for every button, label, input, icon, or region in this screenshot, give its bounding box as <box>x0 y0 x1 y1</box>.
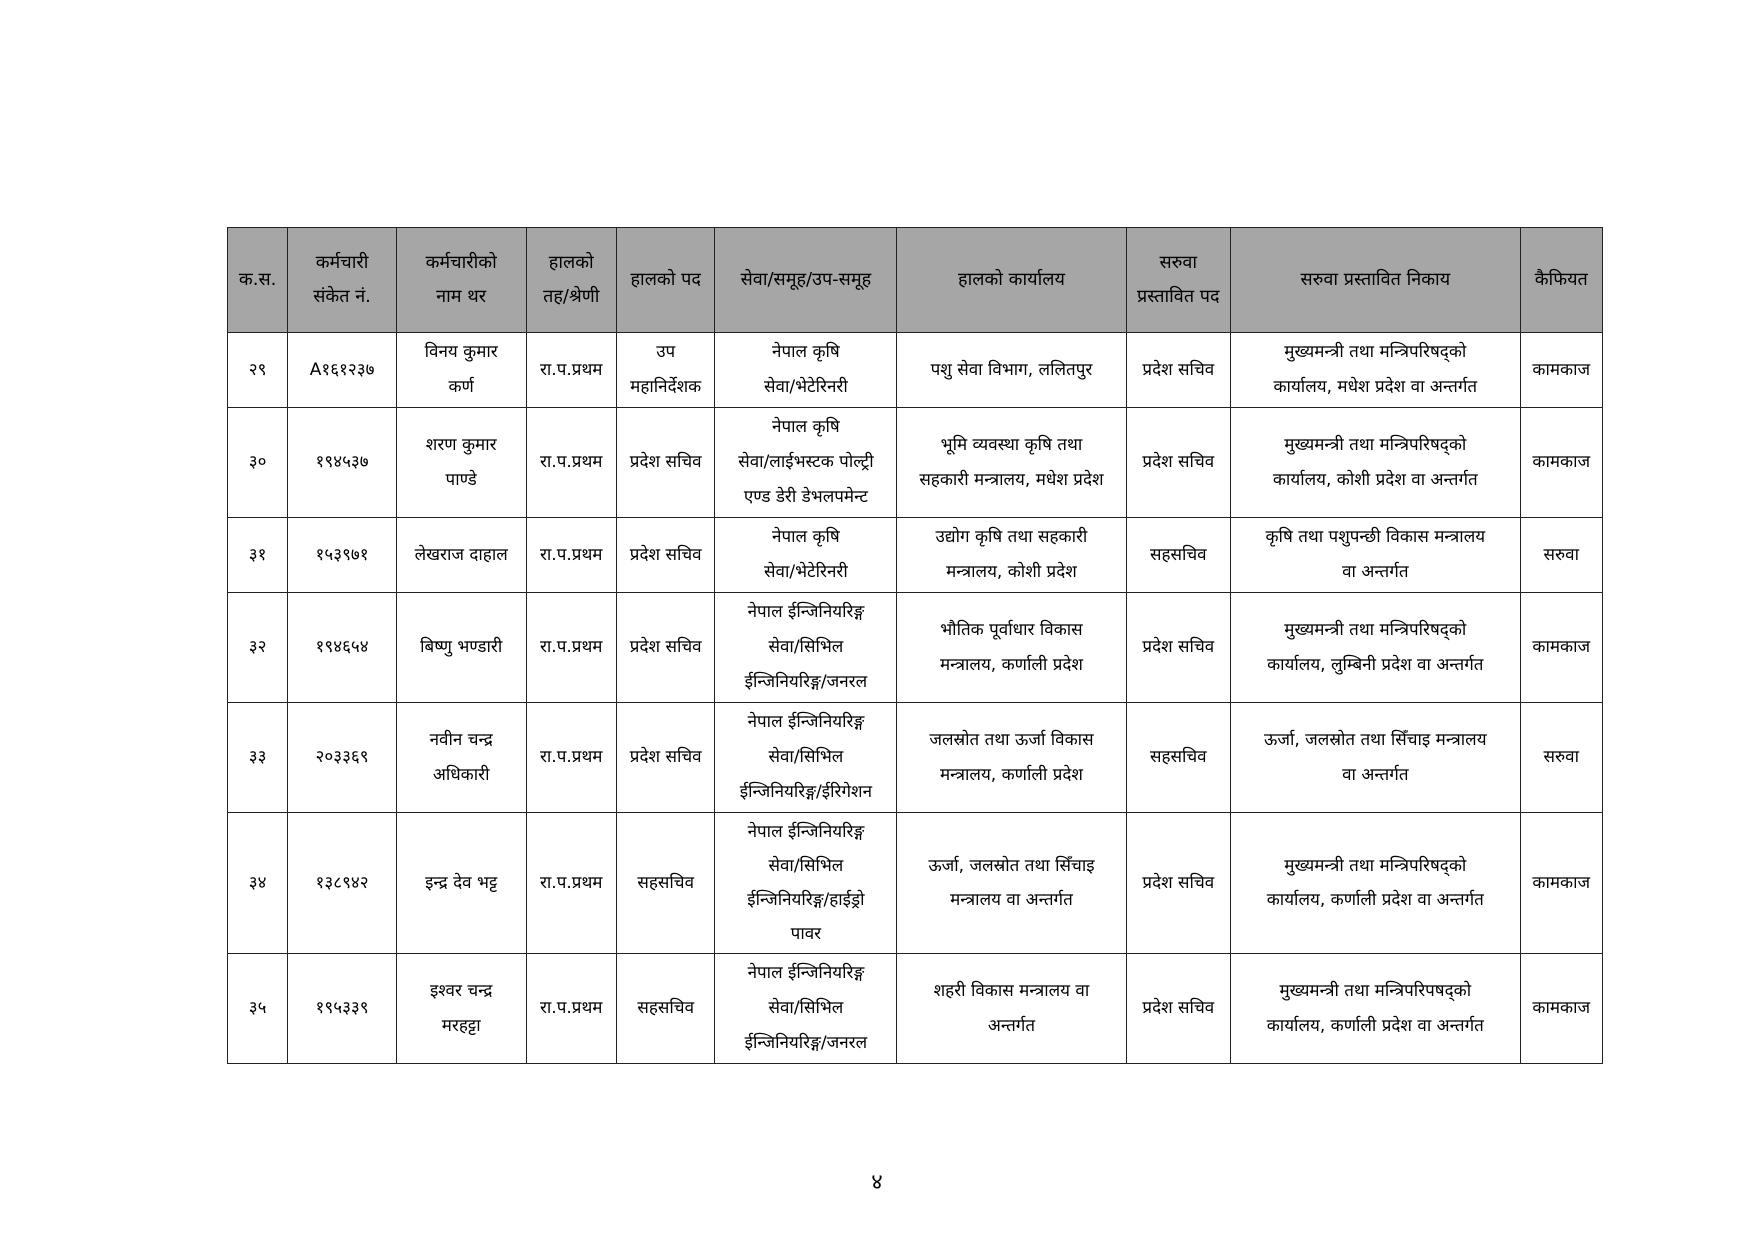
cell-line: नेपाल ईन्जिनियरिङ्ग <box>747 602 865 622</box>
cell-line: प्रदेश सचिव <box>629 452 702 472</box>
employee-name-cell <box>396 593 526 703</box>
header-text: हालको <box>548 252 594 273</box>
level-cell: रा.प.प्रथम <box>526 593 616 703</box>
cell-line: मरहट्टा <box>441 1015 481 1036</box>
remarks-cell: कामकाज <box>1520 408 1602 518</box>
cell-line: पावर <box>790 924 822 944</box>
employee-code-cell: १९४५३७ <box>288 408 397 518</box>
cell-line: मुख्यमन्त्री तथा मन्त्रिपरिषद्को <box>1284 619 1467 640</box>
cell-line: वा अन्तर्गत <box>1342 562 1409 582</box>
transfer-table <box>227 227 1603 1064</box>
header-remarks <box>1520 228 1602 333</box>
employee-name-cell <box>396 813 526 954</box>
employee-code-cell: १९४६५४ <box>288 593 397 703</box>
cell-line: कार्यालय, कर्णाली प्रदेश वा अन्तर्गत <box>1266 1015 1484 1036</box>
service-group-cell <box>715 333 897 408</box>
employee-code-cell: A१६१२३७ <box>288 333 397 408</box>
serial-cell: ३४ <box>228 813 288 954</box>
header-text: हालको कार्यालय <box>958 269 1065 290</box>
serial-cell: ३३ <box>228 703 288 813</box>
table-body <box>228 333 1603 1064</box>
employee-code-cell: १३८९४२ <box>288 813 397 954</box>
table-row <box>228 518 1603 593</box>
current-office-cell <box>897 593 1126 703</box>
header-text: सरुवा प्रस्तावित निकाय <box>1300 269 1451 290</box>
cell-line: ऊर्जा, जलस्रोत तथा सिँचाइ <box>928 856 1095 876</box>
cell-line: सेवा/भेटेरिनरी <box>764 562 848 582</box>
serial-cell: ३१ <box>228 518 288 593</box>
cell-line: कार्यालय, कर्णाली प्रदेश वा अन्तर्गत <box>1266 890 1484 910</box>
cell-line: ईन्जिनियरिङ्ग/ईरिगेशन <box>739 782 873 802</box>
header-current-post <box>616 228 715 333</box>
employee-name-cell <box>396 518 526 593</box>
cell-line: प्रदेश सचिव <box>629 637 702 657</box>
cell-line: कर्ण <box>448 377 474 397</box>
current-post-cell <box>616 518 715 593</box>
cell-line: सेवा/सिभिल <box>768 637 844 657</box>
header-text: सरुवा <box>1159 252 1198 273</box>
cell-line: पशु सेवा विभाग, ललितपुर <box>930 359 1093 380</box>
header-employee-code <box>288 228 397 333</box>
cell-line: सेवा/भेटेरिनरी <box>764 377 848 397</box>
cell-line: मन्त्रालय, कर्णाली प्रदेश <box>939 654 1083 675</box>
header-text: प्रस्तावित पद <box>1136 286 1220 307</box>
cell-line: उप <box>656 342 676 362</box>
cell-line: भौतिक पूर्वाधार विकास <box>940 619 1083 640</box>
table-row <box>228 813 1603 954</box>
header-text: तह/श्रेणी <box>543 286 600 307</box>
proposed-post-cell: प्रदेश सचिव <box>1126 593 1231 703</box>
proposed-body-cell <box>1231 813 1520 954</box>
header-text: नाम थर <box>436 286 487 307</box>
cell-line: सेवा/सिभिल <box>768 747 844 767</box>
level-cell: रा.प.प्रथम <box>526 518 616 593</box>
cell-line: ऊर्जा, जलस्रोत तथा सिँचाइ मन्त्रालय <box>1264 729 1487 750</box>
cell-line: नेपाल कृषि <box>772 527 840 547</box>
cell-line: सहसचिव <box>637 873 695 893</box>
service-group-cell <box>715 954 897 1064</box>
remarks-cell: सरुवा <box>1520 518 1602 593</box>
header-level <box>526 228 616 333</box>
serial-cell: ३५ <box>228 954 288 1064</box>
current-post-cell <box>616 333 715 408</box>
current-office-cell <box>897 813 1126 954</box>
cell-line: नेपाल ईन्जिनियरिङ्ग <box>747 963 865 983</box>
current-office-cell <box>897 333 1126 408</box>
employee-name-cell <box>396 954 526 1064</box>
employee-code-cell: २०३३६९ <box>288 703 397 813</box>
cell-line: महानिर्देशक <box>630 377 702 397</box>
header-proposed-post <box>1126 228 1231 333</box>
cell-line: नवीन चन्द्र <box>429 729 493 750</box>
cell-line: वा अन्तर्गत <box>1342 764 1409 785</box>
level-cell: रा.प.प्रथम <box>526 703 616 813</box>
cell-line: ईन्जिनियरिङ्ग/जनरल <box>744 1033 868 1053</box>
table-row <box>228 593 1603 703</box>
proposed-post-cell: सहसचिव <box>1126 703 1231 813</box>
level-cell: रा.प.प्रथम <box>526 813 616 954</box>
header-proposed-body <box>1231 228 1520 333</box>
employee-name-cell <box>396 703 526 813</box>
cell-line: शहरी विकास मन्त्रालय वा <box>933 980 1090 1001</box>
current-office-cell <box>897 408 1126 518</box>
current-post-cell <box>616 813 715 954</box>
cell-line: मुख्यमन्त्री तथा मन्त्रिपरिषद्को <box>1284 434 1467 455</box>
cell-line: इन्द्र देव भट्ट <box>425 873 498 893</box>
cell-line: शरण कुमार <box>425 434 497 455</box>
current-post-cell <box>616 703 715 813</box>
table-row <box>228 408 1603 518</box>
cell-line: उद्योग कृषि तथा सहकारी <box>935 527 1088 547</box>
cell-line: प्रदेश सचिव <box>629 544 702 565</box>
employee-name-cell <box>396 333 526 408</box>
level-cell: रा.प.प्रथम <box>526 408 616 518</box>
remarks-cell: कामकाज <box>1520 813 1602 954</box>
table-row <box>228 333 1603 408</box>
cell-line: कृषि तथा पशुपन्छी विकास मन्त्रालय <box>1265 527 1486 547</box>
cell-line: नेपाल कृषि <box>772 417 840 437</box>
remarks-cell: कामकाज <box>1520 333 1602 408</box>
proposed-post-cell: प्रदेश सचिव <box>1126 813 1231 954</box>
header-employee-name <box>396 228 526 333</box>
cell-line: कार्यालय, लुम्बिनी प्रदेश वा अन्तर्गत <box>1267 654 1484 675</box>
serial-cell: २९ <box>228 333 288 408</box>
table-row <box>228 703 1603 813</box>
current-office-cell <box>897 954 1126 1064</box>
proposed-body-cell <box>1231 593 1520 703</box>
current-post-cell <box>616 593 715 703</box>
cell-line: इश्वर चन्द्र <box>429 980 493 1001</box>
header-service-group <box>715 228 897 333</box>
current-post-cell <box>616 954 715 1064</box>
header-current-office <box>897 228 1126 333</box>
remarks-cell: सरुवा <box>1520 703 1602 813</box>
remarks-cell: कामकाज <box>1520 954 1602 1064</box>
header-text: क.स. <box>238 269 277 290</box>
cell-line: कार्यालय, मधेश प्रदेश वा अन्तर्गत <box>1273 377 1478 397</box>
table-header-row <box>228 228 1603 333</box>
level-cell: रा.प.प्रथम <box>526 333 616 408</box>
serial-cell: ३२ <box>228 593 288 703</box>
cell-line: सेवा/सिभिल <box>768 998 844 1018</box>
service-group-cell <box>715 813 897 954</box>
serial-cell: ३० <box>228 408 288 518</box>
cell-line: मन्त्रालय, कर्णाली प्रदेश <box>939 764 1083 785</box>
proposed-post-cell: सहसचिव <box>1126 518 1231 593</box>
cell-line: भूमि व्यवस्था कृषि तथा <box>940 434 1083 455</box>
cell-line: मन्त्रालय, कोशी प्रदेश <box>946 562 1077 582</box>
cell-line: अधिकारी <box>432 764 490 785</box>
proposed-body-cell <box>1231 518 1520 593</box>
header-serial <box>228 228 288 333</box>
proposed-post-cell: प्रदेश सचिव <box>1126 333 1231 408</box>
cell-line: बिष्णु भण्डारी <box>420 637 503 657</box>
cell-line: सेवा/सिभिल <box>768 856 844 876</box>
employee-code-cell: १९५३३९ <box>288 954 397 1064</box>
proposed-post-cell: प्रदेश सचिव <box>1126 408 1231 518</box>
cell-line: सहकारी मन्त्रालय, मधेश प्रदेश <box>919 469 1104 490</box>
cell-line: सहसचिव <box>637 998 695 1018</box>
cell-line: नेपाल कृषि <box>772 342 840 362</box>
level-cell: रा.प.प्रथम <box>526 954 616 1064</box>
header-text: कर्मचारी <box>315 252 369 273</box>
proposed-body-cell <box>1231 408 1520 518</box>
page-number: ४ <box>871 1170 883 1195</box>
cell-line: ईन्जिनियरिङ्ग/हाईड्रो <box>747 890 865 910</box>
remarks-cell: कामकाज <box>1520 593 1602 703</box>
cell-line: मुख्यमन्त्री तथा मन्त्रिपरिषद्को <box>1284 342 1467 362</box>
proposed-body-cell <box>1231 954 1520 1064</box>
cell-line: जलस्रोत तथा ऊर्जा विकास <box>929 729 1094 750</box>
cell-line: लेखराज दाहाल <box>414 544 508 565</box>
cell-line: मुख्यमन्त्री तथा मन्त्रिपरिपषद्को <box>1279 980 1472 1001</box>
header-text: कैफियत <box>1534 269 1588 290</box>
cell-line: कार्यालय, कोशी प्रदेश वा अन्तर्गत <box>1272 469 1478 490</box>
header-text: सेवा/समूह/उप-समूह <box>740 269 872 290</box>
employee-name-cell <box>396 408 526 518</box>
cell-line: अन्तर्गत <box>987 1015 1036 1036</box>
cell-line: विनय कुमार <box>424 342 498 362</box>
service-group-cell <box>715 408 897 518</box>
current-office-cell <box>897 518 1126 593</box>
service-group-cell <box>715 703 897 813</box>
employee-code-cell: १५३९७१ <box>288 518 397 593</box>
cell-line: मुख्यमन्त्री तथा मन्त्रिपरिषद्को <box>1284 856 1467 876</box>
service-group-cell <box>715 593 897 703</box>
proposed-post-cell: प्रदेश सचिव <box>1126 954 1231 1064</box>
proposed-body-cell <box>1231 333 1520 408</box>
cell-line: एण्ड डेरी डेभलपमेन्ट <box>743 487 868 507</box>
current-office-cell <box>897 703 1126 813</box>
cell-line: नेपाल ईन्जिनियरिङ्ग <box>747 712 865 732</box>
cell-line: मन्त्रालय वा अन्तर्गत <box>950 890 1073 910</box>
cell-line: सेवा/लाईभस्टक पोल्ट्री <box>738 452 874 472</box>
service-group-cell <box>715 518 897 593</box>
current-post-cell <box>616 408 715 518</box>
cell-line: प्रदेश सचिव <box>629 747 702 767</box>
cell-line: नेपाल ईन्जिनियरिङ्ग <box>747 822 865 842</box>
proposed-body-cell <box>1231 703 1520 813</box>
header-text: संकेत नं. <box>313 286 371 307</box>
header-text: कर्मचारीको <box>425 252 497 273</box>
cell-line: पाण्डे <box>445 469 477 490</box>
header-text: हालको पद <box>630 269 701 290</box>
cell-line: ईन्जिनियरिङ्ग/जनरल <box>744 672 868 692</box>
table-row <box>228 954 1603 1064</box>
